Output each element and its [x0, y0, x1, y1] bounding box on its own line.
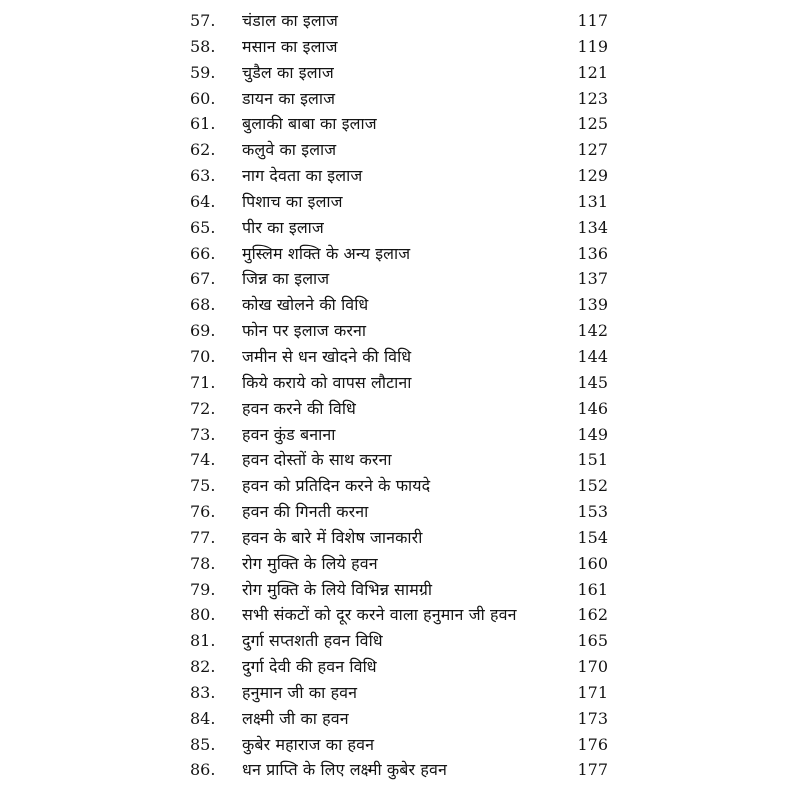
- toc-entry-number: 78.: [190, 553, 216, 573]
- toc-entry-title: हवन दोस्तों के साथ करना: [242, 450, 392, 470]
- toc-entry-number: 64.: [190, 191, 216, 211]
- toc-entry-number: 79.: [190, 579, 216, 599]
- toc-entry-page-number: 117: [577, 11, 608, 30]
- toc-entry-title: हनुमान जी का हवन: [242, 682, 358, 702]
- toc-entry-number: 75.: [190, 476, 216, 496]
- toc-entry-page-number: 137: [577, 269, 608, 289]
- toc-entry-number: 66.: [190, 243, 216, 263]
- toc-entry: [0, 628, 800, 654]
- toc-entry-number: 57.: [190, 11, 216, 30]
- toc-entry-page-number: 177: [577, 760, 608, 780]
- toc-entry-number: 69.: [190, 321, 216, 341]
- toc-entry-title: लक्ष्मी जी का हवन: [242, 708, 349, 728]
- toc-entry-number: 70.: [190, 346, 216, 366]
- toc-entry-title: पिशाच का इलाज: [242, 191, 343, 211]
- toc-entry: [0, 34, 800, 60]
- toc-entry: [0, 680, 800, 706]
- toc-entry-number: 62.: [190, 140, 216, 160]
- toc-entry-page-number: 170: [577, 657, 608, 677]
- toc-entry-page-number: 129: [577, 166, 608, 186]
- toc-entry-title: कलुवे का इलाज: [242, 140, 337, 160]
- toc-entry: [0, 602, 800, 628]
- toc-entry-title: किये कराये को वापस लौटाना: [242, 372, 412, 392]
- toc-entry-title: हवन कुंड बनाना: [242, 424, 336, 444]
- toc-entry: [0, 396, 800, 422]
- toc-entry-number: 74.: [190, 450, 216, 470]
- toc-entry-page-number: 136: [577, 243, 608, 263]
- toc-entry-number: 85.: [190, 734, 216, 754]
- toc-entry-title: हवन करने की विधि: [242, 398, 356, 418]
- table-of-contents: [0, 8, 800, 783]
- toc-entry-number: 86.: [190, 760, 216, 780]
- toc-entry: [0, 318, 800, 344]
- toc-entry-number: 77.: [190, 527, 216, 547]
- toc-entry-title: दुर्गा देवी की हवन विधि: [242, 657, 377, 677]
- toc-entry: [0, 163, 800, 189]
- toc-entry-title: नाग देवता का इलाज: [242, 166, 363, 186]
- toc-entry: [0, 447, 800, 473]
- toc-entry-title: रोग मुक्ति के लिये हवन: [242, 553, 378, 573]
- toc-entry-title: जमीन से धन खोदने की विधि: [242, 346, 412, 366]
- toc-entry-number: 60.: [190, 88, 216, 108]
- toc-entry-number: 68.: [190, 295, 216, 315]
- toc-entry-page-number: 127: [577, 140, 608, 160]
- toc-entry: [0, 706, 800, 732]
- toc-entry: [0, 525, 800, 551]
- toc-entry-title: हवन के बारे में विशेष जानकारी: [242, 527, 423, 547]
- toc-entry-title: हवन को प्रतिदिन करने के फायदे: [242, 476, 431, 496]
- toc-entry: [0, 654, 800, 680]
- toc-entry-number: 67.: [190, 269, 216, 289]
- toc-entry: [0, 473, 800, 499]
- toc-entry-title: दुर्गा सप्तशती हवन विधि: [242, 631, 383, 651]
- toc-entry-page-number: 165: [577, 631, 608, 651]
- toc-entry-page-number: 171: [577, 682, 608, 702]
- toc-entry-title: मसान का इलाज: [242, 36, 338, 56]
- toc-entry-title: डायन का इलाज: [242, 88, 336, 108]
- toc-entry-page-number: 152: [577, 476, 608, 496]
- toc-entry: [0, 577, 800, 603]
- toc-entry-title: फोन पर इलाज करना: [242, 321, 367, 341]
- toc-entry: [0, 111, 800, 137]
- toc-entry-title: सभी संकटों को दूर करने वाला हनुमान जी हवन: [242, 605, 517, 625]
- toc-entry: [0, 60, 800, 86]
- toc-entry-title: कुबेर महाराज का हवन: [242, 734, 375, 754]
- toc-entry-page-number: 151: [577, 450, 608, 470]
- toc-entry-number: 73.: [190, 424, 216, 444]
- toc-entry: [0, 266, 800, 292]
- toc-entry-title: रोग मुक्ति के लिये विभिन्न सामग्री: [242, 579, 433, 599]
- toc-entry-number: 65.: [190, 217, 216, 237]
- toc-entry-number: 83.: [190, 682, 216, 702]
- toc-entry: [0, 137, 800, 163]
- toc-entry: [0, 344, 800, 370]
- toc-entry-title: बुलाकी बाबा का इलाज: [242, 114, 377, 134]
- toc-entry-title: जिन्न का इलाज: [242, 269, 330, 289]
- toc-entry: [0, 189, 800, 215]
- toc-entry-page-number: 176: [577, 734, 608, 754]
- toc-entry-page-number: 144: [577, 346, 608, 366]
- toc-entry-number: 82.: [190, 657, 216, 677]
- toc-entry-page-number: 161: [577, 579, 608, 599]
- toc-entry-page-number: 119: [577, 36, 608, 56]
- toc-entry: [0, 292, 800, 318]
- toc-entry-number: 61.: [190, 114, 216, 134]
- toc-entry: [0, 370, 800, 396]
- toc-entry-page-number: 154: [577, 527, 608, 547]
- toc-entry-number: 72.: [190, 398, 216, 418]
- toc-entry-page-number: 153: [577, 502, 608, 522]
- toc-entry-page-number: 173: [577, 708, 608, 728]
- toc-entry-number: 84.: [190, 708, 216, 728]
- toc-entry-title: चंडाल का इलाज: [242, 11, 338, 30]
- toc-entry-page-number: 123: [577, 88, 608, 108]
- toc-entry: [0, 757, 800, 783]
- toc-entry: [0, 422, 800, 448]
- toc-entry-number: 71.: [190, 372, 216, 392]
- toc-entry-number: 58.: [190, 36, 216, 56]
- toc-entry: [0, 8, 800, 34]
- toc-entry-title: हवन की गिनती करना: [242, 502, 369, 522]
- toc-entry-number: 63.: [190, 166, 216, 186]
- toc-entry: [0, 241, 800, 267]
- toc-entry-page-number: 131: [577, 191, 608, 211]
- toc-entry-page-number: 139: [577, 295, 608, 315]
- toc-entry-page-number: 121: [577, 62, 608, 82]
- toc-entry: [0, 732, 800, 758]
- toc-entry-page-number: 146: [577, 398, 608, 418]
- toc-entry-title: चुडैल का इलाज: [242, 62, 334, 82]
- toc-entry-page-number: 142: [577, 321, 608, 341]
- toc-entry-page-number: 145: [577, 372, 608, 392]
- toc-entry-title: कोख खोलने की विधि: [242, 295, 369, 315]
- toc-entry-title: मुस्लिम शक्ति के अन्य इलाज: [242, 243, 411, 263]
- toc-entry-title: पीर का इलाज: [242, 217, 324, 237]
- toc-entry-page-number: 160: [577, 553, 608, 573]
- toc-entry: [0, 551, 800, 577]
- toc-entry: [0, 215, 800, 241]
- toc-entry-number: 81.: [190, 631, 216, 651]
- toc-entry-page-number: 134: [577, 217, 608, 237]
- toc-entry-page-number: 149: [577, 424, 608, 444]
- toc-entry-title: धन प्राप्ति के लिए लक्ष्मी कुबेर हवन: [242, 760, 447, 780]
- toc-entry-page-number: 162: [577, 605, 608, 625]
- toc-entry-number: 59.: [190, 62, 216, 82]
- toc-entry-number: 80.: [190, 605, 216, 625]
- toc-entry: [0, 499, 800, 525]
- toc-entry-number: 76.: [190, 502, 216, 522]
- toc-entry: [0, 86, 800, 112]
- toc-entry-page-number: 125: [577, 114, 608, 134]
